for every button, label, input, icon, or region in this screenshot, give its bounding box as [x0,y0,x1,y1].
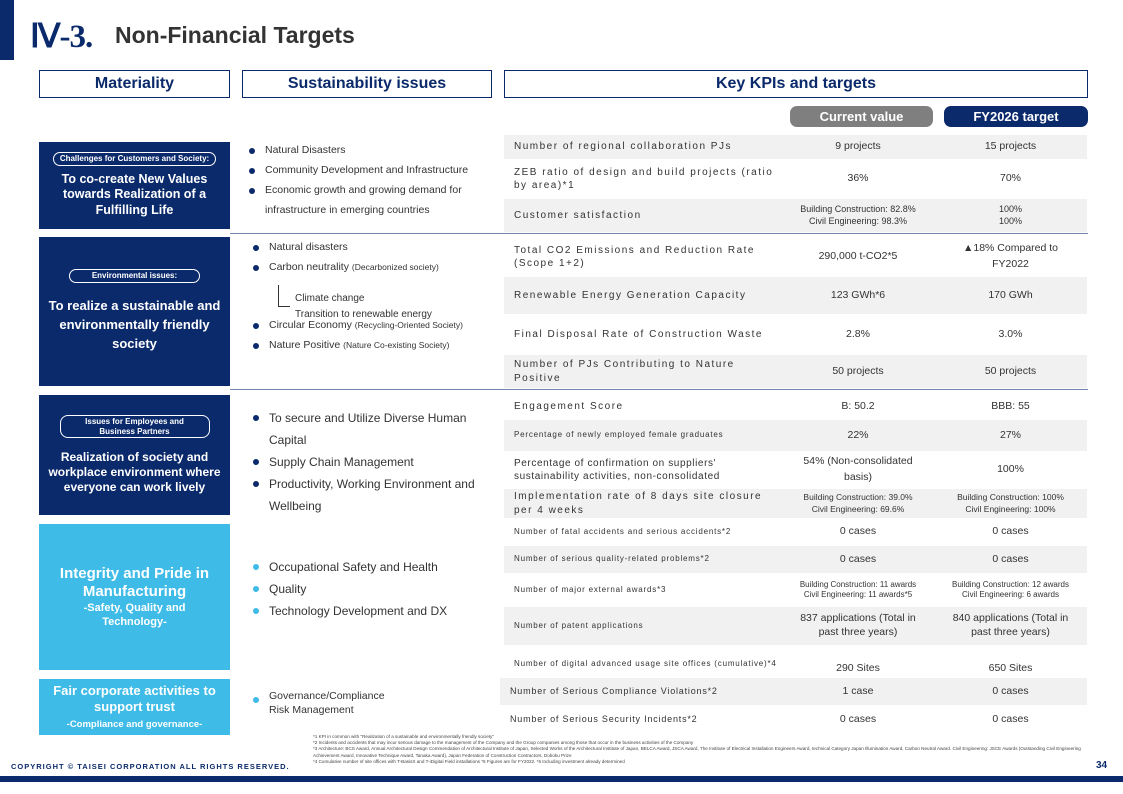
kpi-current: 290,000 t-CO2*5 [818,250,898,263]
page-title: Non-Financial Targets [115,22,355,48]
kpi-target: 27% [999,428,1021,441]
kpi-name: Number of patent applications [514,620,644,630]
kpi-current: 9 projects [835,140,881,153]
kpi-current: 837 applications (Total in past three years) [800,612,916,638]
kpi-current: 0 cases [839,552,877,565]
kpi-row [504,573,1087,607]
copyright-text: COPYRIGHT © TAISEI CORPORATION ALL RIGHTS RESERVED. [11,762,290,771]
materiality-box-governance [39,679,230,735]
issue-item: To secure and Utilize Diverse Human Capital [247,407,487,451]
materiality-subtitle: -Safety, Quality and Technology- [83,602,186,628]
kpi-row [504,355,1087,388]
kpi-target: 840 applications (Total in past three years) [952,612,1069,638]
section-divider [230,233,1088,234]
kpi-row [500,705,1087,734]
column-header-kpis: Key KPIs and targets [504,70,1088,98]
materiality-box-employees [39,395,230,515]
footnote: *1 KPI in common with "Realization of a sustainable and environmentally friendly society" [313,734,494,739]
issues-group-environment-2 [247,316,487,356]
kpi-current: 54% (Non-consolidated basis) [803,455,913,483]
kpi-target: 0 cases [992,712,1029,725]
kpi-current: 50 projects [832,364,884,377]
kpi-row [504,546,1087,573]
column-header-materiality: Materiality [39,70,230,98]
issue-item: Governance/Compliance Risk Management [247,690,387,717]
issues-group-environment [247,238,487,278]
kpi-target: BBB: 55 [991,400,1030,413]
materiality-tag: Issues for Employees and Business Partners [60,415,210,438]
kpi-row [504,607,1087,645]
kpi-target: 0 cases [992,684,1029,697]
issue-item: Productivity, Working Environment and Wellbeing [247,473,487,517]
kpi-target: 0 cases [992,525,1029,538]
sub-issue-climate: Climate change [295,293,365,304]
kpi-row [504,135,1087,159]
issues-group-customers [243,141,483,221]
kpi-current: 22% [847,428,869,441]
kpi-current: 1 case [842,684,874,697]
kpi-target: ▲18% Compared to FY2022 [962,242,1059,270]
issue-note: (Recycling-Oriented Society) [354,320,463,330]
footer-bar [0,776,1123,782]
kpi-name: Number of Serious Compliance Violations*2 [510,686,718,697]
issue-note: (Nature Co-existing Society) [343,339,450,350]
materiality-box-environment [39,237,230,386]
materiality-box-manufacturing [39,524,230,670]
kpi-name: Number of PJs Contributing to Nature Positive [514,359,735,384]
section-number: Ⅳ-3. [30,19,93,55]
kpi-row [504,277,1087,314]
issue-item [247,316,487,336]
materiality-title: To realize a sustainable and environmentally friendly society [48,298,221,351]
kpi-row [504,489,1087,518]
kpi-row [504,159,1087,199]
issue-text: Carbon neutrality [269,260,352,273]
issue-item [247,336,487,356]
kpi-name: Implementation rate of 8 days site closure per 4 weeks [514,491,763,516]
header-accent-bar [0,0,14,60]
issue-text: Natural disasters [269,241,348,253]
kpi-row [504,518,1087,546]
materiality-tag: Challenges for Customers and Society: [53,152,216,166]
sub-issue-energy: Transition to renewable energy [295,309,432,320]
kpi-row [504,237,1087,277]
issue-item: Occupational Safety and Health [247,556,487,578]
kpi-row [500,678,1087,705]
footnotes [313,734,1093,765]
kpi-name: Engagement Score [514,401,624,413]
kpi-name: Number of digital advanced usage site offices (cumulative)*4 [514,659,777,669]
kpi-name: Percentage of newly employed female graduates [514,430,724,440]
issues-group-manufacturing [247,556,487,622]
footnote: *2 Incidents and accidents that may incur serious damage to the management of the Company and the Group companies among those that occur in the business activities of the Company [313,740,694,746]
kpi-current: Building Construction: 82.8% Civil Engineering: 98.3% [800,203,916,226]
kpi-name: Number of major external awards*3 [514,584,667,594]
section-divider [230,389,1088,390]
kpi-row [504,314,1087,355]
bracket-connector [278,285,290,307]
materiality-box-customers [39,142,230,229]
kpi-target: 170 GWh [988,288,1033,301]
kpi-current: B: 50.2 [841,400,875,413]
issue-item: Supply Chain Management [247,451,487,473]
kpi-target: 100% [997,463,1024,476]
kpi-name: Number of regional collaboration PJs [514,141,732,153]
kpi-current: 2.8% [846,327,870,340]
issue-text: Nature Positive [269,338,344,351]
issue-item: Economic growth and growing demand for infrastructure in emerging countries [243,181,483,221]
kpi-current: 0 cases [839,525,877,538]
kpi-name: Customer satisfaction [514,209,642,221]
issues-group-employees [247,407,487,517]
current-value-label: Current value [790,106,933,127]
kpi-name: Number of Serious Security Incidents*2 [510,714,698,725]
materiality-title: Realization of society and workplace environment where everyone can work lively [48,450,221,495]
materiality-tag: Environmental issues: [69,269,200,283]
kpi-row [504,645,1087,678]
issue-text: Circular Economy [269,319,355,331]
materiality-title: To co-create New Values towards Realization of a Fulfilling Life [61,171,208,218]
issues-group-governance [247,690,387,717]
kpi-target: 100% 100% [998,203,1023,226]
kpi-name: Total CO2 Emissions and Reduction Rate (Scope 1+2) [514,244,755,269]
kpi-target: 70% [999,172,1021,185]
kpi-name: Renewable Energy Generation Capacity [514,289,747,301]
kpi-current: 123 GWh*6 [830,288,886,301]
issue-item [247,238,487,258]
kpi-row [504,394,1087,420]
kpi-target: Building Construction: 100% Civil Engineering: 100% [957,492,1064,514]
column-header-issues: Sustainability issues [242,70,492,98]
kpi-target: 50 projects [984,364,1037,377]
kpi-current: Building Construction: 39.0% Civil Engineering: 69.6% [803,492,913,514]
issue-item [247,258,487,278]
kpi-name: Number of fatal accidents and serious accidents*2 [514,526,732,536]
kpi-current: 290 Sites [836,661,880,674]
target-label: FY2026 target [944,106,1088,127]
issue-note: (Decarbonized society) [351,261,439,272]
issue-item: Technology Development and DX [247,600,487,622]
footnote: *3 Architecture: BCS Award, Annual Architectural Design Commendation of Architectural Institute of Japan, Selected Works of the Architectural Institute of Japan, BELCA Award, JSCA Award, The Institute of Electrical Installation Engineers Award, technical Category Japan Illumination Award, Carbon Neutral Award. Civil Engineering: JSCE Awards (Outstanding Civil Engineering Achievement Award, Innovative Technique Award, Tanaka Award), Japan Federation of Construction Contractors, Doboku Prize [313,746,1081,758]
issue-item: Community Development and Infrastructure [243,161,483,181]
kpi-name: Percentage of confirmation on suppliers' sustainability activities, non-consolidated [514,457,720,482]
kpi-name: Number of serious quality-related problems*2 [514,554,710,564]
kpi-target: 650 Sites [988,661,1033,674]
kpi-target: 0 cases [992,552,1029,565]
kpi-current: Building Construction: 11 awards Civil Engineering: 11 awards*5 [799,579,917,599]
materiality-subtitle: -Compliance and governance- [66,719,203,731]
kpi-row [504,451,1087,489]
kpi-current: 36% [847,172,869,185]
materiality-title: Integrity and Pride in Manufacturing [59,564,210,601]
issue-item: Natural Disasters [243,141,483,161]
issue-item: Quality [247,578,487,600]
kpi-name: ZEB ratio of design and build projects (ratio by area)*1 [514,166,774,191]
kpi-row [504,420,1087,451]
kpi-target: 15 projects [984,140,1037,153]
kpi-target: 3.0% [998,327,1023,340]
materiality-title: Fair corporate activities to support trust [53,682,216,715]
kpi-current: 0 cases [839,712,877,725]
kpi-name: Final Disposal Rate of Construction Waste [514,328,763,340]
footnote: *4 Cumulative number of site offices with T-BasisX and T-iDigital Field installations *5 Figures are for FY2022. *6 Including investment already determined [313,758,625,764]
page-number: 34 [1096,760,1108,771]
kpi-row [504,199,1087,232]
kpi-target: Building Construction: 12 awards Civil Engineering: 6 awards [952,579,1069,599]
